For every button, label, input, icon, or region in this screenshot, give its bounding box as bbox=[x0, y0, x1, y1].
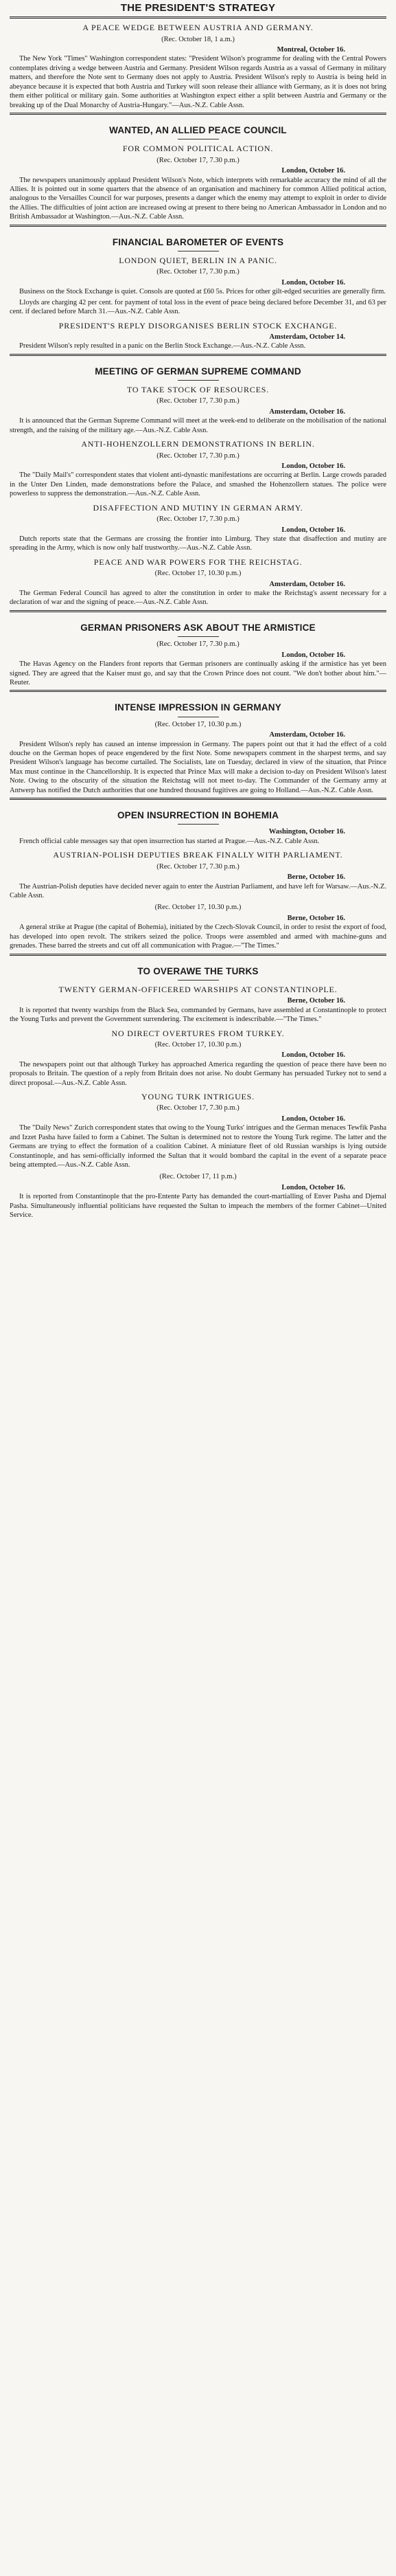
dateline: Amsterdam, October 14. bbox=[269, 333, 345, 341]
section-rule bbox=[10, 225, 386, 227]
dateline: Washington, October 16. bbox=[268, 828, 345, 836]
dateline: Amsterdam, October 16. bbox=[269, 731, 345, 739]
article-subheading: AUSTRIAN-POLISH DEPUTIES BREAK FINALLY WITH PARLIAMENT. bbox=[53, 850, 343, 860]
article-paragraph: The New York "Times" Washington correspondent states: "President Wilson's programme for dealing with the Central Powers contemplates driving a wedge between Austria and Germany. President Wilson regards Austria as a vassal of Germany in military matters, and therefore the Note sent to Germany does not apply to Austria. President Wilson's reply to Austria is being held in abeyance because it is expected that both Austria and Turkey will soon release their alliance with Germany, as it is does not bring them either political or military gain. Some authorities at Washington expect either a split between Austria and Germany or the breaking up of the Dual Monarchy of Austria-Hungary."—Aus.-N.Z. Cable Assn. bbox=[10, 55, 386, 109]
dateline: London, October 16. bbox=[281, 278, 345, 287]
article-paragraph: The newspapers unanimously applaud President Wilson's Note, which interprets with remarkable accuracy the mind of all the Allies. It is pointed out in some quarters that the absence of an organisation and machinery for common Allied political action, analogous to the Versailles Council for war purposes, presents a danger which the enemy may attempt to exploit in order to divide the Allies. The difficulties of joint action are increased owing at present to there being no American Ambassador in London and no British Ambassador at Washington.—Aus.-N.Z. Cable Assn. bbox=[10, 176, 386, 221]
title-rule bbox=[10, 16, 386, 19]
received-time: (Rec. October 17, 11 p.m.) bbox=[159, 1173, 237, 1181]
article-paragraph: Business on the Stock Exchange is quiet. Consols are quoted at £60 5s. Prices for other gilt-edged securities are generally firm. bbox=[19, 288, 386, 296]
article-paragraph: Lloyds are charging 42 per cent. for payment of total loss in the event of peace being declared before December 31, and 63 per cent. if declared before March 31.—Aus.-N.Z. Cable Assn. bbox=[10, 298, 386, 316]
received-time: (Rec. October 17, 7.30 p.m.) bbox=[156, 156, 240, 164]
article-section bbox=[10, 557, 386, 607]
article-paragraph: The "Daily Mail's" correspondent states that violent anti-dynastic manifestations are occurring at Berlin. Large crowds paraded in the Unter Den Linden, made demonstrations before the Palace, and smashed the Hohenzollern statues. The police were powerless to suppress the demonstration.—Aus.-N.Z. Cable Assn. bbox=[10, 471, 386, 498]
article-section bbox=[10, 1029, 386, 1088]
dateline: Amsterdam, October 16. bbox=[269, 407, 345, 416]
main-title: THE PRESIDENT'S STRATEGY bbox=[120, 2, 276, 14]
article-heading: FINANCIAL BAROMETER OF EVENTS bbox=[112, 236, 284, 247]
received-time: (Rec. October 17, 7.30 p.m.) bbox=[156, 268, 240, 276]
article-section bbox=[10, 23, 386, 110]
received-time: (Rec. October 18, 1 a.m.) bbox=[161, 35, 235, 43]
article-paragraph: It is reported from Constantinople that the pro-Entente Party has demanded the court-martialling of Enver Pasha and Djemal Pasha. Simultaneously influential politicians have requested the Sultan to impeach the members of the former Cabinet—United Service. bbox=[10, 1193, 386, 1220]
article-subheading: ANTI-HOHENZOLLERN DEMONSTRATIONS IN BERLIN. bbox=[81, 439, 315, 449]
article-section bbox=[10, 690, 386, 795]
section-rule bbox=[10, 354, 386, 356]
article-paragraph: The "Daily News" Zurich correspondent states that owing to the Young Turks' intrigues and the German menaces Tewfik Pasha and Izzet Pasha have failed to form a Cabinet. The Sultan is determined not to restore the Young Turk regime. The latter and the Germans are trying to effect the formation of a coalition Cabinet. A miniature fleet of old Russian warships is lying outside Constantinople, and has semi-officially informed the Sultan that it would bombard the capital in the event of a separate peace being attempted.—Aus.-N.Z. Cable Assn. bbox=[10, 1124, 386, 1169]
article-section bbox=[10, 610, 386, 687]
article-section bbox=[10, 321, 386, 351]
article-paragraph: It is announced that the German Supreme Command will meet at the week-end to deliberate on the mobilisation of the national strength, and the raising of the military age.—Aus.-N.Z. Cable Assn. bbox=[10, 417, 386, 434]
section-rule bbox=[10, 798, 386, 800]
article-paragraph: President Wilson's reply has caused an intense impression in Germany. The papers point out that it had the effect of a cold douche on the German hopes of peace engendered by the first Note. Some newspapers comment in the sharpest terms, and say President Wilson's language has become curtailed. The Socialists, late on Tuesday, declared in view of the situation, that Prince Max must continue in the Chancellorship. It is expected that Prince Max will make a decision to-day on President Wilson's latest Note. Owing to the obscurity of the situation the Reichstag will not meet to-day. The Commander of the Germany army at Antwerp has notified the Dutch authorities that one hundred thousand fugitives are going to Holland.—Aus.-N.Z. Cable Assn. bbox=[10, 740, 386, 794]
section-rule bbox=[10, 690, 386, 692]
dateline: Berne, October 16. bbox=[287, 997, 345, 1005]
received-time: (Rec. October 17, 10.30 p.m.) bbox=[154, 720, 242, 728]
article-section bbox=[10, 798, 386, 846]
received-time: (Rec. October 17, 10.30 p.m.) bbox=[154, 1040, 242, 1049]
article-paragraph: A general strike at Prague (the capital of Bohemia), initiated by the Czech-Slovak Council, in order to resist the export of food, has developed into open revolt. The strikers seized the police. Troops were assembled and armed with machine-guns and grenades. These barred the streets and cut off all communication with Prague.—"The Times." bbox=[10, 923, 386, 950]
dateline: London, October 16. bbox=[281, 167, 345, 175]
dateline: London, October 16. bbox=[281, 462, 345, 470]
received-time: (Rec. October 17, 7.30 p.m.) bbox=[156, 397, 240, 405]
newspaper-page bbox=[0, 0, 396, 1226]
heading-rule bbox=[178, 636, 219, 637]
article-paragraph: It is reported that twenty warships from the Black Sea, commanded by Germans, have assembled at Constantinople to protect the Young Turks and prevent the Government surrendering. The excitement is indescribable.—"The Times." bbox=[10, 1006, 386, 1024]
received-time: (Rec. October 17, 7.30 p.m.) bbox=[156, 451, 240, 460]
article-section bbox=[10, 439, 386, 499]
article-section bbox=[10, 954, 386, 1024]
article-paragraph: The newspapers point out that although Turkey has approached America regarding the question of peace there have been no proposals to Britain. The question of a reply from Britain does not arise. No doubt Germany has persuaded Turkey not to send a direct proposal.—Aus.-N.Z. Cable Assn. bbox=[10, 1060, 386, 1087]
article-subheading: TO TAKE STOCK OF RESOURCES. bbox=[126, 385, 269, 395]
article-subheading: A PEACE WEDGE BETWEEN AUSTRIA AND GERMANY. bbox=[82, 23, 314, 33]
received-time: (Rec. October 17, 10.30 p.m.) bbox=[154, 570, 242, 578]
article-heading: MEETING OF GERMAN SUPREME COMMAND bbox=[95, 366, 301, 377]
received-time: (Rec. October 17, 7.30 p.m.) bbox=[156, 515, 240, 524]
section-rule bbox=[10, 954, 386, 956]
article-heading: OPEN INSURRECTION IN BOHEMIA bbox=[117, 810, 279, 821]
article-heading: WANTED, AN ALLIED PEACE COUNCIL bbox=[109, 125, 287, 136]
article-paragraph: The German Federal Council has agreed to alter the constitution in order to make the Reichstag's assent necessary for a declaration of war and the signing of peace.—Aus.-N.Z. Cable Assn. bbox=[10, 590, 386, 607]
dateline: London, October 16. bbox=[281, 1183, 345, 1191]
article-subheading: LONDON QUIET, BERLIN IN A PANIC. bbox=[119, 256, 277, 265]
heading-rule bbox=[178, 824, 219, 825]
received-time: (Rec. October 17, 7.30 p.m.) bbox=[156, 640, 240, 649]
article-section bbox=[10, 903, 386, 950]
article-section bbox=[10, 1172, 386, 1220]
dateline: London, October 16. bbox=[281, 1115, 345, 1123]
article-section bbox=[10, 850, 386, 900]
article-paragraph: French official cable messages say that open insurrection has started at Prague.—Aus.-N.Z. Cable Assn. bbox=[19, 837, 320, 845]
article-subheading: PRESIDENT'S REPLY DISORGANISES BERLIN STOCK EXCHANGE. bbox=[58, 320, 338, 331]
article-section bbox=[10, 225, 386, 317]
dateline: Amsterdam, October 16. bbox=[269, 580, 345, 588]
article-heading: TO OVERAWE THE TURKS bbox=[137, 965, 259, 976]
article-heading: INTENSE IMPRESSION IN GERMANY bbox=[115, 702, 281, 713]
article-subheading: NO DIRECT OVERTURES FROM TURKEY. bbox=[111, 1028, 285, 1038]
received-time: (Rec. October 17, 7.30 p.m.) bbox=[156, 862, 240, 871]
article-subheading: TWENTY GERMAN-OFFICERED WARSHIPS AT CONSTANTINOPLE. bbox=[58, 984, 338, 994]
article-section bbox=[10, 354, 386, 435]
received-time: (Rec. October 17, 7.30 p.m.) bbox=[156, 1104, 240, 1112]
article-subheading: YOUNG TURK INTRIGUES. bbox=[141, 1092, 255, 1102]
dateline: Montreal, October 16. bbox=[277, 45, 345, 54]
dateline: London, October 16. bbox=[281, 526, 345, 534]
article-paragraph: The Austrian-Polish deputies have decided never again to enter the Austrian Parliament, and have left for Warsaw.—Aus.-N.Z. Cable Assn. bbox=[10, 882, 386, 899]
dateline: Berne, October 16. bbox=[287, 914, 345, 922]
article-section bbox=[10, 503, 386, 553]
article-subheading: FOR COMMON POLITICAL ACTION. bbox=[122, 144, 274, 154]
heading-rule bbox=[178, 980, 219, 981]
article-section bbox=[10, 113, 386, 222]
dateline: London, October 16. bbox=[281, 651, 345, 659]
dateline: London, October 16. bbox=[281, 1051, 345, 1060]
article-section bbox=[10, 1092, 386, 1169]
article-paragraph: Dutch reports state that the Germans are crossing the frontier into Limburg. They state that disaffection and mutiny are spreading in the Army, which is now only half trustworthy.—Aus.-N.Z. Cable Assn. bbox=[10, 535, 386, 552]
dateline: Berne, October 16. bbox=[287, 873, 345, 882]
heading-rule bbox=[178, 380, 219, 381]
articles-column bbox=[10, 23, 386, 1220]
article-subheading: PEACE AND WAR POWERS FOR THE REICHSTAG. bbox=[93, 557, 303, 567]
received-time: (Rec. October 17, 10.30 p.m.) bbox=[154, 904, 242, 912]
article-paragraph: The Havas Agency on the Flanders front reports that German prisoners are continually asking if the armistice has yet been signed. They are agreed that the Kaiser must go, and say that the Crown Prince does not count. "We don't bother about him."—Reuter. bbox=[10, 660, 386, 686]
article-paragraph: President Wilson's reply resulted in a panic on the Berlin Stock Exchange.—Aus.-N.Z. Cable Assn. bbox=[19, 342, 306, 350]
section-rule bbox=[10, 610, 386, 612]
section-rule bbox=[10, 113, 386, 115]
article-heading: GERMAN PRISONERS ASK ABOUT THE ARMISTICE bbox=[80, 622, 316, 633]
article-subheading: DISAFFECTION AND MUTINY IN GERMAN ARMY. bbox=[93, 502, 303, 513]
